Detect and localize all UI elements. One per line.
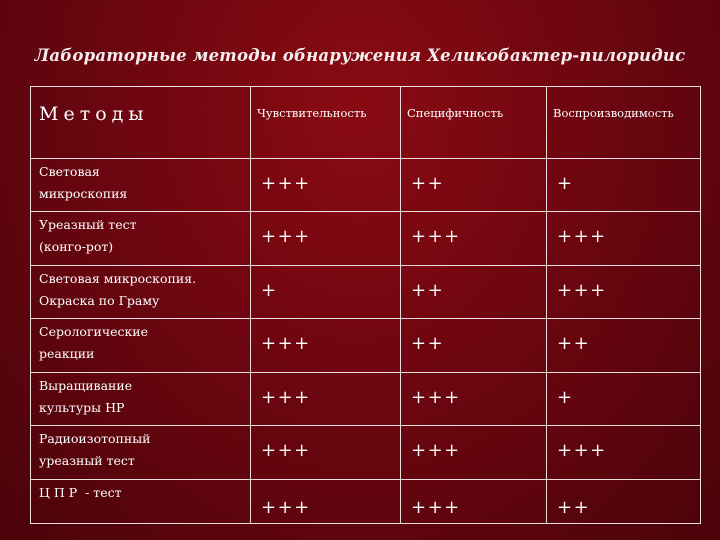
specificity-value: +++ [401,212,547,265]
reproducibility-value: +++ [547,426,701,479]
method-name [31,265,251,318]
method-name-line: Световая микроскопия. [39,270,197,286]
sensitivity-header: Чувствительность [251,87,401,159]
table-row [31,212,701,265]
reproducibility-value: + [547,159,701,212]
method-name-line: культуры HP [39,399,125,415]
method-name [31,426,251,479]
specificity-value: +++ [401,479,547,523]
method-name-line: Световая [39,164,100,179]
methods-table [30,86,701,524]
table-header-row [31,87,701,159]
method-name-line: уреазный тест [39,453,135,469]
method-name [31,319,251,372]
sensitivity-value: +++ [251,159,401,212]
table-row [31,265,701,318]
methods-header: Методы [31,87,251,159]
method-name-line: Радиоизотопный [39,431,151,447]
sensitivity-value: + [251,265,401,318]
reproducibility-value: ++ [547,479,701,523]
method-name-line: Уреазный тест [39,217,137,233]
table-row [31,479,701,523]
method-name-line: Ц П Р - тест [39,484,122,500]
specificity-value: +++ [401,372,547,425]
sensitivity-value: +++ [251,372,401,425]
method-name-line: Выращивание [39,377,133,393]
specificity-value: ++ [401,265,547,318]
method-name [31,212,251,265]
table-row [31,159,701,212]
reproducibility-value: +++ [547,265,701,318]
method-name-line: реакции [39,346,95,362]
method-name-line: Окраска по Граму [39,292,160,308]
table-row [31,372,701,425]
method-name-line: Серологические [39,324,149,340]
sensitivity-value: +++ [251,479,401,523]
method-name [31,479,251,523]
slide-title: Лабораторные методы обнаружения Хеликобактер-пилоридис [34,46,686,65]
method-name-line: микроскопия [39,186,128,201]
reproducibility-header: Воспроизводимость [547,87,701,159]
sensitivity-value: +++ [251,426,401,479]
method-name-line: (конго-рот) [39,239,114,255]
method-name [31,372,251,425]
specificity-value: ++ [401,319,547,372]
specificity-value: ++ [401,159,547,212]
reproducibility-value: + [547,372,701,425]
table-row [31,426,701,479]
sensitivity-value: +++ [251,319,401,372]
method-name [31,159,251,212]
reproducibility-value: +++ [547,212,701,265]
table-row [31,319,701,372]
specificity-header: Специфичность [401,87,547,159]
reproducibility-value: ++ [547,319,701,372]
specificity-value: +++ [401,426,547,479]
sensitivity-value: +++ [251,212,401,265]
